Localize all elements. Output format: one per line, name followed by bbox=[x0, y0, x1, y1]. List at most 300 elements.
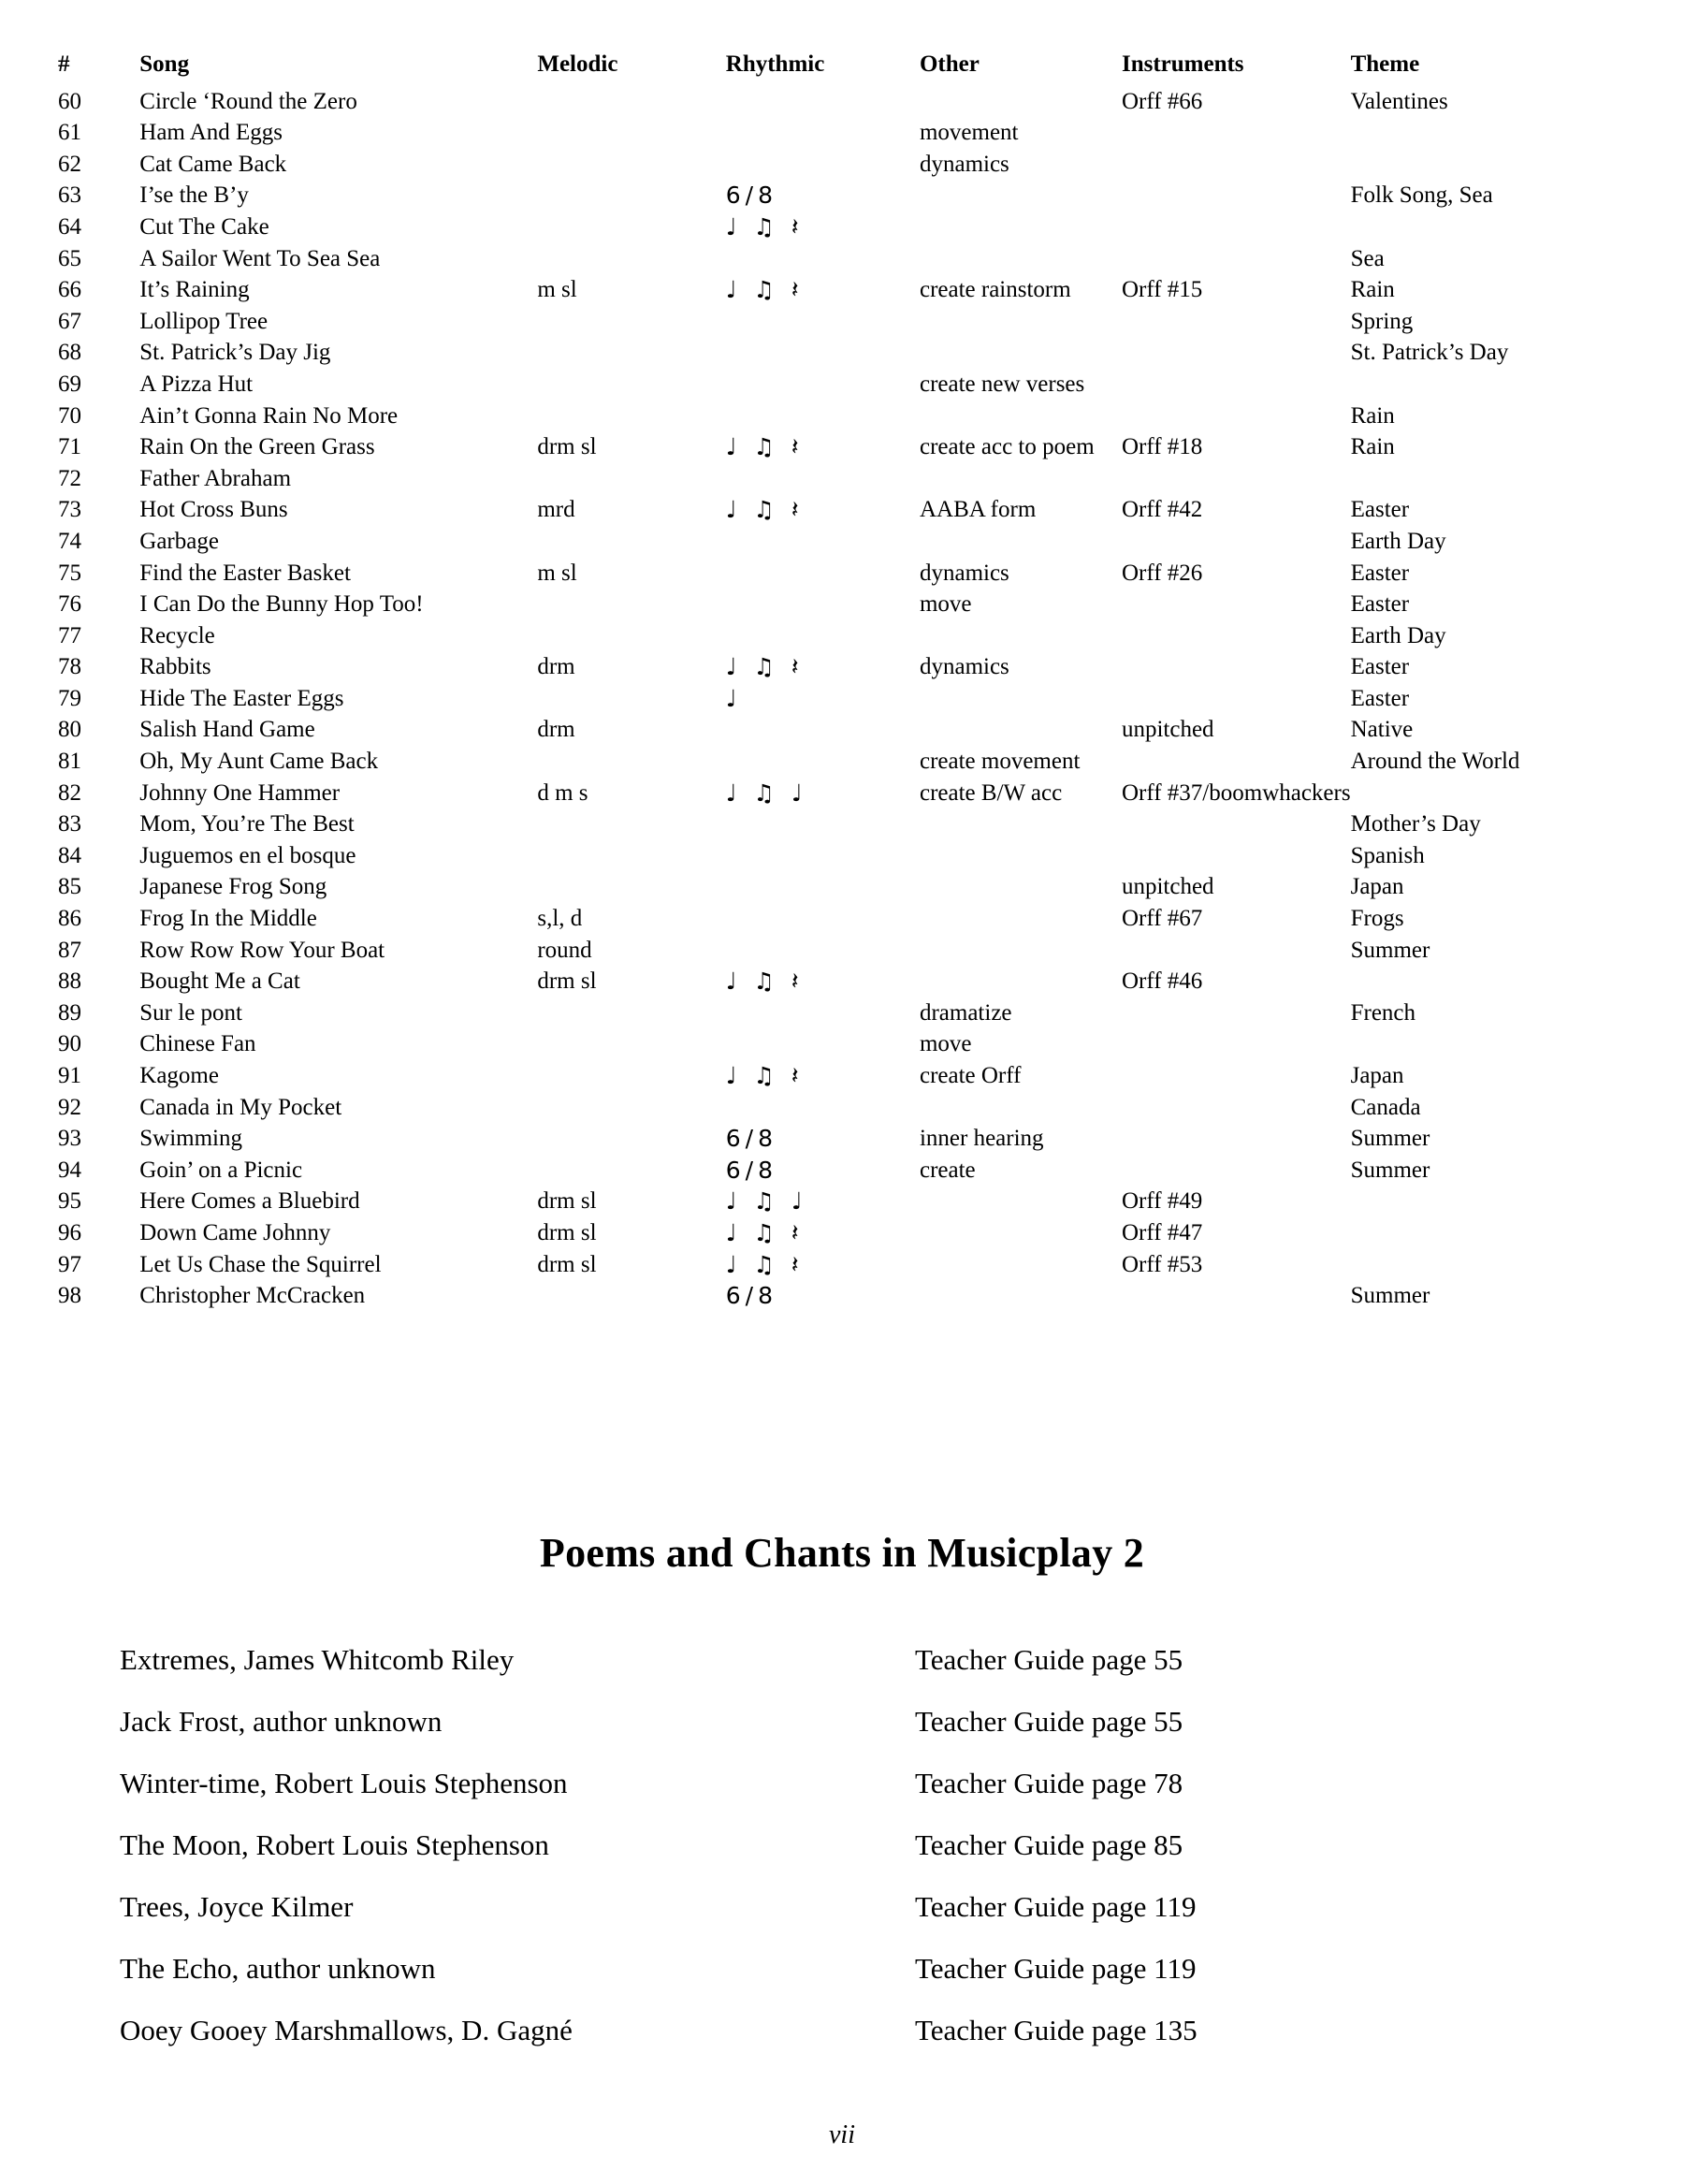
song-rhythmic: ♩ ♫ ♩ bbox=[725, 779, 807, 807]
table-row bbox=[58, 1060, 1628, 1092]
song-theme: Valentines bbox=[1350, 88, 1448, 114]
poem-title: Extremes, James Whitcomb Riley bbox=[120, 1642, 515, 1676]
table-row bbox=[58, 86, 1628, 118]
song-other bbox=[920, 903, 1122, 935]
song-melodic bbox=[537, 463, 725, 495]
song-number: 69 bbox=[58, 371, 81, 397]
column-header-other: Other bbox=[919, 51, 980, 77]
table-row bbox=[58, 871, 1628, 903]
song-other bbox=[920, 1186, 1122, 1217]
song-instruments bbox=[1122, 149, 1351, 181]
song-melodic bbox=[537, 1155, 725, 1187]
song-other bbox=[920, 400, 1122, 432]
song-number: 87 bbox=[58, 937, 81, 963]
table-row bbox=[58, 306, 1628, 338]
song-other bbox=[920, 966, 1122, 997]
song-melodic bbox=[537, 369, 725, 400]
song-theme: Rain bbox=[1350, 277, 1395, 303]
song-instruments: Orff #47 bbox=[1121, 1219, 1203, 1245]
song-rhythmic: 6/8 bbox=[725, 182, 777, 210]
song-instruments bbox=[1122, 1092, 1351, 1124]
song-number: 86 bbox=[58, 906, 81, 932]
song-theme: Summer bbox=[1350, 1283, 1430, 1309]
song-rhythmic: ♩ ♫ 𝄽 bbox=[725, 433, 804, 461]
song-other: dynamics bbox=[919, 151, 1009, 177]
song-theme: Spring bbox=[1350, 308, 1414, 334]
poem-entry bbox=[73, 1814, 1628, 1876]
song-other: create acc to poem bbox=[919, 434, 1095, 460]
song-title: Mom, You’re The Best bbox=[139, 811, 355, 837]
song-number: 98 bbox=[58, 1283, 81, 1309]
song-theme: Folk Song, Sea bbox=[1350, 182, 1493, 209]
song-rhythmic bbox=[726, 149, 920, 181]
song-number: 84 bbox=[58, 842, 81, 868]
song-number: 81 bbox=[58, 749, 81, 775]
table-row bbox=[58, 369, 1628, 400]
song-rhythmic bbox=[726, 1028, 920, 1060]
song-title: Garbage bbox=[139, 528, 219, 554]
table-row bbox=[58, 274, 1628, 306]
song-other bbox=[920, 463, 1122, 495]
song-melodic bbox=[537, 808, 725, 840]
song-number: 73 bbox=[58, 497, 81, 523]
song-melodic: drm sl bbox=[537, 434, 597, 460]
song-melodic: drm sl bbox=[537, 1188, 597, 1215]
song-number: 72 bbox=[58, 465, 81, 491]
table-row bbox=[58, 1028, 1628, 1060]
song-number: 93 bbox=[58, 1126, 81, 1152]
song-melodic bbox=[537, 117, 725, 149]
song-instruments: Orff #26 bbox=[1121, 560, 1203, 586]
song-title: Find the Easter Basket bbox=[139, 560, 351, 586]
table-row bbox=[58, 558, 1628, 590]
song-other: create Orff bbox=[919, 1063, 1022, 1088]
song-rhythmic bbox=[726, 714, 920, 746]
song-number: 71 bbox=[58, 434, 81, 460]
song-melodic bbox=[537, 871, 725, 903]
song-other: move bbox=[919, 591, 972, 618]
song-instruments: unpitched bbox=[1121, 717, 1214, 743]
table-row bbox=[58, 778, 1628, 809]
song-theme: Earth Day bbox=[1350, 622, 1446, 648]
song-melodic bbox=[537, 180, 725, 211]
poem-title: Jack Frost, author unknown bbox=[120, 1704, 443, 1738]
song-theme: Summer bbox=[1350, 937, 1430, 963]
song-rhythmic bbox=[726, 526, 920, 558]
table-row bbox=[58, 683, 1628, 715]
song-theme bbox=[1351, 117, 1628, 149]
song-rhythmic bbox=[726, 1092, 920, 1124]
song-other: create B/W acc bbox=[919, 779, 1063, 806]
table-row bbox=[58, 431, 1628, 463]
song-instruments bbox=[1122, 683, 1351, 715]
song-other: dynamics bbox=[919, 560, 1009, 586]
column-header-number: # bbox=[58, 51, 70, 77]
song-other bbox=[920, 337, 1122, 369]
song-melodic bbox=[537, 337, 725, 369]
song-instruments bbox=[1122, 1060, 1351, 1092]
song-theme: Native bbox=[1350, 717, 1414, 743]
table-row bbox=[58, 997, 1628, 1029]
song-theme bbox=[1351, 966, 1628, 997]
song-other bbox=[920, 180, 1122, 211]
song-rhythmic: 6/8 bbox=[725, 1125, 777, 1153]
song-rhythmic: ♩ ♫ 𝄽 bbox=[725, 653, 804, 681]
song-instruments: Orff #66 bbox=[1121, 88, 1203, 114]
song-other bbox=[920, 871, 1122, 903]
song-theme: Summer bbox=[1350, 1157, 1430, 1183]
song-number: 94 bbox=[58, 1157, 81, 1183]
song-melodic bbox=[537, 840, 725, 872]
song-theme bbox=[1351, 778, 1628, 809]
song-melodic: drm sl bbox=[537, 1219, 597, 1245]
song-rhythmic bbox=[726, 337, 920, 369]
song-other: AABA form bbox=[919, 497, 1037, 523]
table-row bbox=[58, 180, 1628, 211]
song-melodic bbox=[537, 1028, 725, 1060]
song-melodic: drm sl bbox=[537, 968, 597, 995]
song-theme: Easter bbox=[1350, 560, 1410, 586]
table-row bbox=[58, 746, 1628, 778]
song-title: It’s Raining bbox=[139, 277, 250, 303]
table-row bbox=[58, 840, 1628, 872]
song-other bbox=[920, 243, 1122, 275]
poem-page-reference: Teacher Guide page 119 bbox=[915, 1889, 1197, 1923]
song-instruments bbox=[1122, 1028, 1351, 1060]
song-other bbox=[920, 86, 1122, 118]
song-instruments bbox=[1122, 620, 1351, 652]
song-theme bbox=[1351, 1217, 1628, 1249]
song-title: Canada in My Pocket bbox=[139, 1094, 342, 1120]
song-instruments bbox=[1122, 997, 1351, 1029]
song-rhythmic bbox=[726, 463, 920, 495]
song-number: 68 bbox=[58, 340, 81, 366]
song-instruments bbox=[1122, 211, 1351, 243]
song-melodic: drm bbox=[537, 654, 575, 680]
song-instruments: Orff #15 bbox=[1121, 277, 1203, 303]
song-rhythmic bbox=[726, 589, 920, 620]
song-theme: Rain bbox=[1350, 434, 1395, 460]
song-theme: Easter bbox=[1350, 685, 1410, 711]
poem-title: Winter-time, Robert Louis Stephenson bbox=[120, 1766, 568, 1799]
song-melodic bbox=[537, 1092, 725, 1124]
song-rhythmic: ♩ ♫ 𝄽 bbox=[725, 1250, 804, 1278]
song-instruments: Orff #42 bbox=[1121, 497, 1203, 523]
song-melodic: d m s bbox=[537, 779, 588, 806]
song-melodic: mrd bbox=[537, 497, 575, 523]
song-rhythmic: 6/8 bbox=[725, 1156, 777, 1184]
song-number: 90 bbox=[58, 1031, 81, 1057]
song-other: create rainstorm bbox=[919, 277, 1071, 303]
table-row bbox=[58, 400, 1628, 432]
table-row bbox=[58, 1123, 1628, 1155]
song-title: Salish Hand Game bbox=[139, 717, 315, 743]
song-number: 80 bbox=[58, 717, 81, 743]
song-theme: Frogs bbox=[1350, 906, 1404, 932]
song-other: create new verses bbox=[919, 371, 1085, 397]
song-theme: St. Patrick’s Day bbox=[1350, 340, 1509, 366]
song-title: St. Patrick’s Day Jig bbox=[139, 340, 331, 366]
song-rhythmic: 6/8 bbox=[725, 1282, 777, 1310]
song-instruments bbox=[1122, 369, 1351, 400]
poem-page-reference: Teacher Guide page 78 bbox=[915, 1766, 1183, 1799]
poem-page-reference: Teacher Guide page 135 bbox=[915, 2013, 1198, 2046]
song-title: Hot Cross Buns bbox=[139, 497, 288, 523]
song-theme bbox=[1351, 463, 1628, 495]
table-row bbox=[58, 620, 1628, 652]
song-title: Goin’ on a Picnic bbox=[139, 1157, 303, 1183]
song-melodic bbox=[537, 683, 725, 715]
song-title: Ain’t Gonna Rain No More bbox=[139, 402, 399, 429]
table-row bbox=[58, 243, 1628, 275]
song-other: inner hearing bbox=[919, 1126, 1044, 1152]
song-theme: Easter bbox=[1350, 654, 1410, 680]
song-rhythmic bbox=[726, 840, 920, 872]
song-instruments bbox=[1122, 651, 1351, 683]
table-row bbox=[58, 1092, 1628, 1124]
song-instruments bbox=[1122, 526, 1351, 558]
song-other: create bbox=[919, 1157, 976, 1183]
song-number: 62 bbox=[58, 151, 81, 177]
song-instruments: Orff #46 bbox=[1121, 968, 1203, 995]
song-title: Kagome bbox=[139, 1063, 219, 1088]
song-number: 63 bbox=[58, 182, 81, 209]
poem-title: The Moon, Robert Louis Stephenson bbox=[120, 1827, 549, 1861]
song-rhythmic bbox=[726, 558, 920, 590]
song-other bbox=[920, 211, 1122, 243]
song-rhythmic bbox=[726, 620, 920, 652]
table-row bbox=[58, 714, 1628, 746]
poem-page-reference: Teacher Guide page 119 bbox=[915, 1951, 1197, 1985]
song-title: Swimming bbox=[139, 1126, 243, 1152]
song-rhythmic: ♩ bbox=[725, 684, 742, 712]
song-number: 77 bbox=[58, 622, 81, 648]
song-title: Japanese Frog Song bbox=[139, 874, 327, 900]
song-rhythmic bbox=[726, 117, 920, 149]
column-header-rhythmic: Rhythmic bbox=[725, 51, 825, 77]
song-other bbox=[920, 1092, 1122, 1124]
song-title: A Sailor Went To Sea Sea bbox=[139, 245, 381, 271]
song-title: Oh, My Aunt Came Back bbox=[139, 749, 379, 775]
song-title: Sur le pont bbox=[139, 999, 242, 1026]
song-other: create movement bbox=[919, 749, 1081, 775]
song-number: 79 bbox=[58, 685, 81, 711]
song-melodic bbox=[537, 86, 725, 118]
song-theme: Mother’s Day bbox=[1350, 811, 1481, 837]
song-instruments bbox=[1122, 1280, 1351, 1312]
song-title: Frog In the Middle bbox=[139, 906, 317, 932]
poem-title: The Echo, author unknown bbox=[120, 1951, 436, 1985]
table-row bbox=[58, 651, 1628, 683]
song-melodic bbox=[537, 997, 725, 1029]
poem-title: Ooey Gooey Marshmallows, D. Gagné bbox=[120, 2013, 573, 2046]
table-row bbox=[58, 935, 1628, 967]
song-instruments bbox=[1122, 589, 1351, 620]
song-theme bbox=[1351, 211, 1628, 243]
table-row bbox=[58, 589, 1628, 620]
song-title: Father Abraham bbox=[139, 465, 292, 491]
song-melodic bbox=[537, 243, 725, 275]
song-title: Here Comes a Bluebird bbox=[139, 1188, 360, 1215]
song-title: A Pizza Hut bbox=[139, 371, 254, 397]
song-rhythmic: ♩ ♫ 𝄽 bbox=[725, 212, 804, 240]
song-title: Bought Me a Cat bbox=[139, 968, 300, 995]
column-header-instruments: Instruments bbox=[1121, 51, 1244, 77]
song-title: Recycle bbox=[139, 622, 215, 648]
song-instruments bbox=[1122, 840, 1351, 872]
song-number: 61 bbox=[58, 120, 81, 146]
song-melodic bbox=[537, 400, 725, 432]
song-melodic: m sl bbox=[537, 560, 577, 586]
poems-section-title: Poems and Chants in Musicplay 2 bbox=[539, 1529, 1145, 1576]
song-rhythmic bbox=[726, 871, 920, 903]
song-instruments bbox=[1122, 117, 1351, 149]
song-melodic bbox=[537, 1123, 725, 1155]
song-title: Christopher McCracken bbox=[139, 1283, 366, 1309]
song-rhythmic: ♩ ♫ 𝄽 bbox=[725, 968, 804, 996]
song-rhythmic: ♩ ♫ 𝄽 bbox=[725, 496, 804, 524]
song-rhythmic bbox=[726, 400, 920, 432]
song-theme: Canada bbox=[1350, 1094, 1421, 1120]
table-row bbox=[58, 966, 1628, 997]
song-number: 66 bbox=[58, 277, 81, 303]
table-row bbox=[58, 337, 1628, 369]
song-melodic bbox=[537, 526, 725, 558]
song-title: Johnny One Hammer bbox=[139, 779, 341, 806]
song-rhythmic bbox=[726, 243, 920, 275]
poem-entry bbox=[73, 1629, 1628, 1691]
table-row bbox=[58, 808, 1628, 840]
song-number: 70 bbox=[58, 402, 81, 429]
song-instruments bbox=[1122, 180, 1351, 211]
song-number: 78 bbox=[58, 654, 81, 680]
song-number: 74 bbox=[58, 528, 81, 554]
song-instruments bbox=[1122, 243, 1351, 275]
song-theme: French bbox=[1350, 999, 1416, 1026]
poem-entry bbox=[73, 1753, 1628, 1814]
song-melodic bbox=[537, 746, 725, 778]
song-other bbox=[920, 306, 1122, 338]
song-other bbox=[920, 1280, 1122, 1312]
song-rhythmic: ♩ ♫ ♩ bbox=[725, 1187, 807, 1216]
song-melodic: s,l, d bbox=[537, 906, 583, 932]
song-theme bbox=[1351, 369, 1628, 400]
song-number: 82 bbox=[58, 779, 81, 806]
poem-entry bbox=[73, 1938, 1628, 2000]
table-header-row bbox=[58, 49, 1628, 86]
song-instruments bbox=[1122, 463, 1351, 495]
column-header-theme: Theme bbox=[1350, 51, 1420, 77]
song-title: Cat Came Back bbox=[139, 151, 287, 177]
song-melodic bbox=[537, 306, 725, 338]
poem-entry bbox=[73, 1691, 1628, 1753]
song-title: Row Row Row Your Boat bbox=[139, 937, 385, 963]
song-theme: Japan bbox=[1350, 874, 1404, 900]
song-number: 67 bbox=[58, 308, 81, 334]
song-other bbox=[920, 1249, 1122, 1281]
song-melodic bbox=[537, 149, 725, 181]
song-theme: Easter bbox=[1350, 497, 1410, 523]
song-theme: Rain bbox=[1350, 402, 1395, 429]
song-instruments bbox=[1122, 337, 1351, 369]
song-number: 92 bbox=[58, 1094, 81, 1120]
song-rhythmic: ♩ ♫ 𝄽 bbox=[725, 1218, 804, 1246]
song-rhythmic bbox=[726, 86, 920, 118]
song-instruments bbox=[1122, 808, 1351, 840]
song-number: 85 bbox=[58, 874, 81, 900]
song-title: I Can Do the Bunny Hop Too! bbox=[139, 591, 424, 618]
table-row bbox=[58, 463, 1628, 495]
song-rhythmic bbox=[726, 997, 920, 1029]
song-melodic: drm sl bbox=[537, 1251, 597, 1277]
song-melodic bbox=[537, 620, 725, 652]
song-title: Juguemos en el bosque bbox=[139, 842, 356, 868]
song-theme: Japan bbox=[1350, 1063, 1404, 1088]
poem-title: Trees, Joyce Kilmer bbox=[120, 1889, 354, 1923]
song-title: Let Us Chase the Squirrel bbox=[139, 1251, 382, 1277]
table-row bbox=[58, 1186, 1628, 1217]
song-melodic bbox=[537, 1280, 725, 1312]
table-row bbox=[58, 149, 1628, 181]
song-instruments bbox=[1122, 935, 1351, 967]
song-instruments: unpitched bbox=[1121, 874, 1214, 900]
song-other: dramatize bbox=[919, 999, 1012, 1026]
song-number: 60 bbox=[58, 88, 81, 114]
page-number: vii bbox=[829, 2120, 855, 2149]
poem-entry bbox=[73, 1876, 1628, 1938]
table-row bbox=[58, 903, 1628, 935]
poem-page-reference: Teacher Guide page 85 bbox=[915, 1827, 1183, 1861]
song-melodic: m sl bbox=[537, 277, 577, 303]
song-title: Lollipop Tree bbox=[139, 308, 269, 334]
table-row bbox=[58, 1217, 1628, 1249]
poem-page-reference: Teacher Guide page 55 bbox=[915, 1704, 1183, 1738]
song-other: dynamics bbox=[919, 654, 1009, 680]
song-other bbox=[920, 620, 1122, 652]
song-other bbox=[920, 714, 1122, 746]
poems-list bbox=[73, 1629, 1628, 2061]
song-title: Cut The Cake bbox=[139, 213, 269, 240]
poem-page-reference: Teacher Guide page 55 bbox=[915, 1642, 1183, 1676]
song-number: 83 bbox=[58, 811, 81, 837]
poem-entry bbox=[73, 2000, 1628, 2061]
song-rhythmic bbox=[726, 935, 920, 967]
song-number: 65 bbox=[58, 245, 81, 271]
song-theme: Around the World bbox=[1350, 749, 1520, 775]
song-number: 96 bbox=[58, 1219, 81, 1245]
song-theme: Easter bbox=[1350, 591, 1410, 618]
song-other: movement bbox=[919, 120, 1019, 146]
song-melodic: drm bbox=[537, 717, 575, 743]
song-title: Circle ‘Round the Zero bbox=[139, 88, 357, 114]
song-instruments: Orff #53 bbox=[1121, 1251, 1203, 1277]
table-row bbox=[58, 526, 1628, 558]
song-other bbox=[920, 526, 1122, 558]
song-instruments: Orff #37/boomwhackers bbox=[1121, 779, 1351, 806]
song-instruments: Orff #18 bbox=[1121, 434, 1203, 460]
song-rhythmic: ♩ ♫ 𝄽 bbox=[725, 1062, 804, 1089]
song-index-table bbox=[58, 49, 1628, 1312]
song-theme bbox=[1351, 1186, 1628, 1217]
song-melodic: round bbox=[537, 937, 592, 963]
song-instruments bbox=[1122, 400, 1351, 432]
table-row bbox=[58, 1280, 1628, 1312]
song-instruments bbox=[1122, 1123, 1351, 1155]
song-number: 76 bbox=[58, 591, 81, 618]
song-other bbox=[920, 683, 1122, 715]
song-rhythmic bbox=[726, 746, 920, 778]
song-title: Hide The Easter Eggs bbox=[139, 685, 344, 711]
